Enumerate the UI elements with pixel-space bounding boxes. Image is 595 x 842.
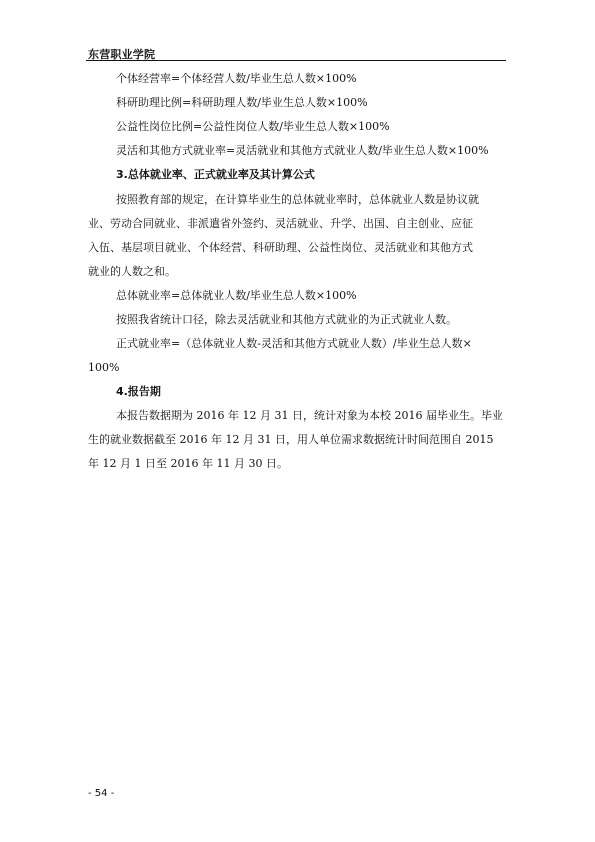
paragraph-line: 年 12 月 1 日至 2016 年 11 月 30 日。 [88,457,288,470]
paragraph-line: 按照教育部的规定，在计算毕业生的总体就业率时，总体就业人数是协议就 [116,193,479,206]
formula-research-assistant-ratio: 科研助理比例=科研助理人数/毕业生总人数×100% [116,96,368,109]
formula-flexible-employment-rate: 灵活和其他方式就业率=灵活就业和其他方式就业人数/毕业生总人数×100% [116,144,489,157]
paragraph-line: 按照我省统计口径，除去灵活就业和其他方式就业的为正式就业人数。 [116,313,457,326]
paragraph-line: 入伍、基层项目就业、个体经营、科研助理、公益性岗位、灵活就业和其他方式 [88,241,473,254]
paragraph-line: 业、劳动合同就业、非派遣省外签约、灵活就业、升学、出国、自主创业、应征 [88,217,473,230]
section-heading-4: 4.报告期 [116,385,161,398]
formula-public-welfare-ratio: 公益性岗位比例=公益性岗位人数/毕业生总人数×100% [116,120,390,133]
formula-overall-employment-rate: 总体就业率=总体就业人数/毕业生总人数×100% [116,289,357,302]
paragraph-line: 就业的人数之和。 [88,265,176,278]
header-divider [86,60,506,61]
formula-self-employment-rate: 个体经营率=个体经营人数/毕业生总人数×100% [116,72,357,85]
page-number: - 54 - [88,788,115,799]
running-header: 东营职业学院 [88,48,156,61]
section-heading-3: 3.总体就业率、正式就业率及其计算公式 [116,168,315,181]
paragraph-line: 本报告数据期为 2016 年 12 月 31 日，统计对象为本校 2016 届毕业生。毕业 [116,409,503,422]
formula-continuation: 100% [88,361,120,374]
formula-formal-employment-rate: 正式就业率=（总体就业人数-灵活和其他方式就业人数）/毕业生总人数× [116,337,472,350]
paragraph-line: 生的就业数据截至 2016 年 12 月 31 日，用人单位需求数据统计时间范围自 2015 [88,433,494,446]
